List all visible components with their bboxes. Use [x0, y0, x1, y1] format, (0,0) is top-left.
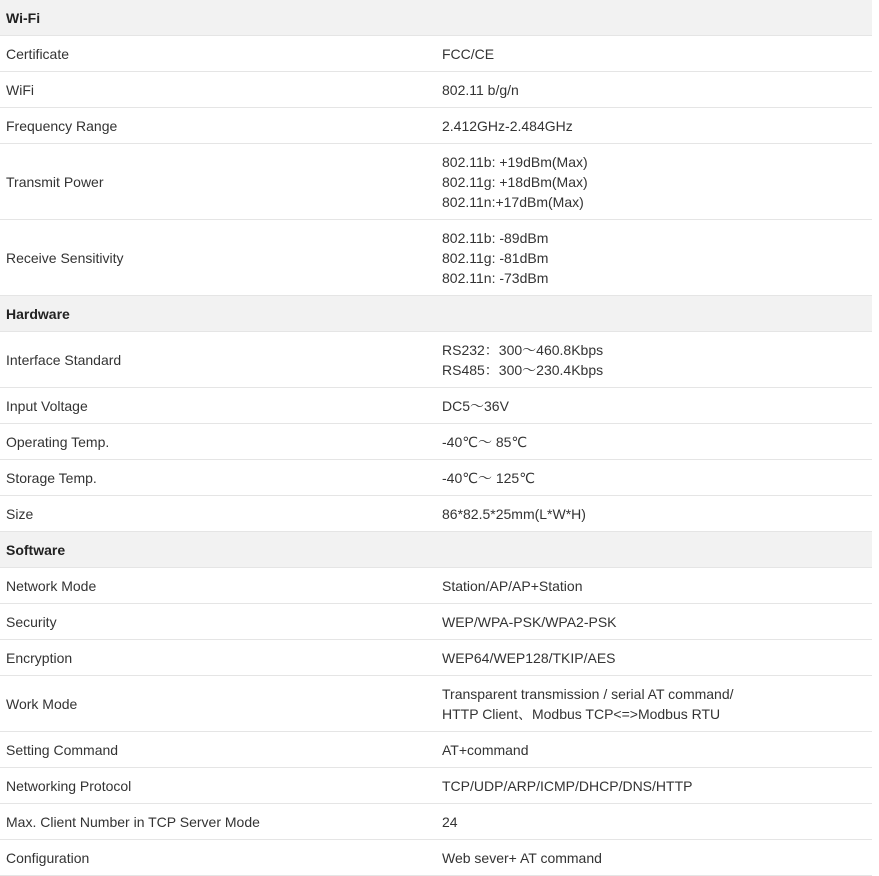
- value-line: TCP/UDP/ARP/ICMP/DHCP/DNS/HTTP: [442, 777, 693, 794]
- value-line: WEP64/WEP128/TKIP/AES: [442, 649, 616, 666]
- value-line: 2.412GHz-2.484GHz: [442, 117, 573, 134]
- table-row: [0, 36, 872, 72]
- value-line: FCC/CE: [442, 45, 495, 62]
- row-value: [436, 424, 872, 460]
- value-line: 802.11n: -73dBm: [442, 269, 549, 286]
- row-label: Transmit Power: [0, 144, 436, 220]
- row-value: [436, 496, 872, 532]
- row-label: Storage Temp.: [0, 460, 436, 496]
- row-label: Certificate: [0, 36, 436, 72]
- value-line: Station/AP/AP+Station: [442, 577, 583, 594]
- value-line: 86*82.5*25mm(L*W*H): [442, 505, 586, 522]
- row-label: Interface Standard: [0, 332, 436, 388]
- row-value: [436, 804, 872, 840]
- section-title: Hardware: [0, 296, 872, 332]
- section-header-software: [0, 532, 872, 568]
- table-row: [0, 496, 872, 532]
- row-label: Operating Temp.: [0, 424, 436, 460]
- row-value: [436, 840, 872, 876]
- table-row: [0, 640, 872, 676]
- value-line: -40℃～ 85℃: [442, 433, 528, 450]
- table-row: [0, 676, 872, 732]
- section-title: Wi-Fi: [0, 0, 872, 36]
- row-value: [436, 332, 872, 388]
- row-value: [436, 604, 872, 640]
- row-value: [436, 220, 872, 296]
- value-line: WEP/WPA-PSK/WPA2-PSK: [442, 613, 617, 630]
- table-row: [0, 460, 872, 496]
- value-line: RS485：300～230.4Kbps: [442, 361, 604, 378]
- table-row: [0, 604, 872, 640]
- row-label: Size: [0, 496, 436, 532]
- value-line: 802.11b: -89dBm: [442, 229, 549, 246]
- table-row: [0, 424, 872, 460]
- table-row: [0, 108, 872, 144]
- section-header-hardware: [0, 296, 872, 332]
- section-header-wifi: [0, 0, 872, 36]
- row-label: Networking Protocol: [0, 768, 436, 804]
- table-row: [0, 840, 872, 876]
- value-line: 802.11b: +19dBm(Max): [442, 153, 588, 170]
- value-line: RS232：300～460.8Kbps: [442, 341, 604, 358]
- table-row: [0, 768, 872, 804]
- value-line: Transparent transmission / serial AT command/: [442, 685, 734, 702]
- row-value: [436, 36, 872, 72]
- value-line: DC5～36V: [442, 397, 509, 414]
- table-row: [0, 568, 872, 604]
- row-value: [436, 388, 872, 424]
- value-line: -40℃～ 125℃: [442, 469, 535, 486]
- row-value: [436, 732, 872, 768]
- table-row: [0, 220, 872, 296]
- value-line: 802.11g: +18dBm(Max): [442, 173, 588, 190]
- table-row: [0, 332, 872, 388]
- value-line: HTTP Client、Modbus TCP<=>Modbus RTU: [442, 705, 721, 722]
- table-row: [0, 732, 872, 768]
- row-label: Work Mode: [0, 676, 436, 732]
- row-value: [436, 568, 872, 604]
- value-line: 24: [442, 813, 458, 830]
- row-value: [436, 640, 872, 676]
- row-label: Network Mode: [0, 568, 436, 604]
- row-value: [436, 768, 872, 804]
- row-value: [436, 460, 872, 496]
- table-row: [0, 388, 872, 424]
- row-value: [436, 108, 872, 144]
- value-line: 802.11n:+17dBm(Max): [442, 193, 584, 210]
- section-title: Software: [0, 532, 872, 568]
- row-label: Frequency Range: [0, 108, 436, 144]
- row-value: [436, 144, 872, 220]
- row-value: [436, 72, 872, 108]
- value-line: 802.11g: -81dBm: [442, 249, 549, 266]
- row-label: Configuration: [0, 840, 436, 876]
- value-line: AT+command: [442, 741, 529, 758]
- row-label: Encryption: [0, 640, 436, 676]
- row-label: Receive Sensitivity: [0, 220, 436, 296]
- table-row: [0, 72, 872, 108]
- table-row: [0, 144, 872, 220]
- value-line: Web sever+ AT command: [442, 849, 602, 866]
- value-line: 802.11 b/g/n: [442, 81, 519, 98]
- row-value: [436, 676, 872, 732]
- row-label: WiFi: [0, 72, 436, 108]
- table-row: [0, 804, 872, 840]
- row-label: Security: [0, 604, 436, 640]
- row-label: Input Voltage: [0, 388, 436, 424]
- row-label: Max. Client Number in TCP Server Mode: [0, 804, 436, 840]
- row-label: Setting Command: [0, 732, 436, 768]
